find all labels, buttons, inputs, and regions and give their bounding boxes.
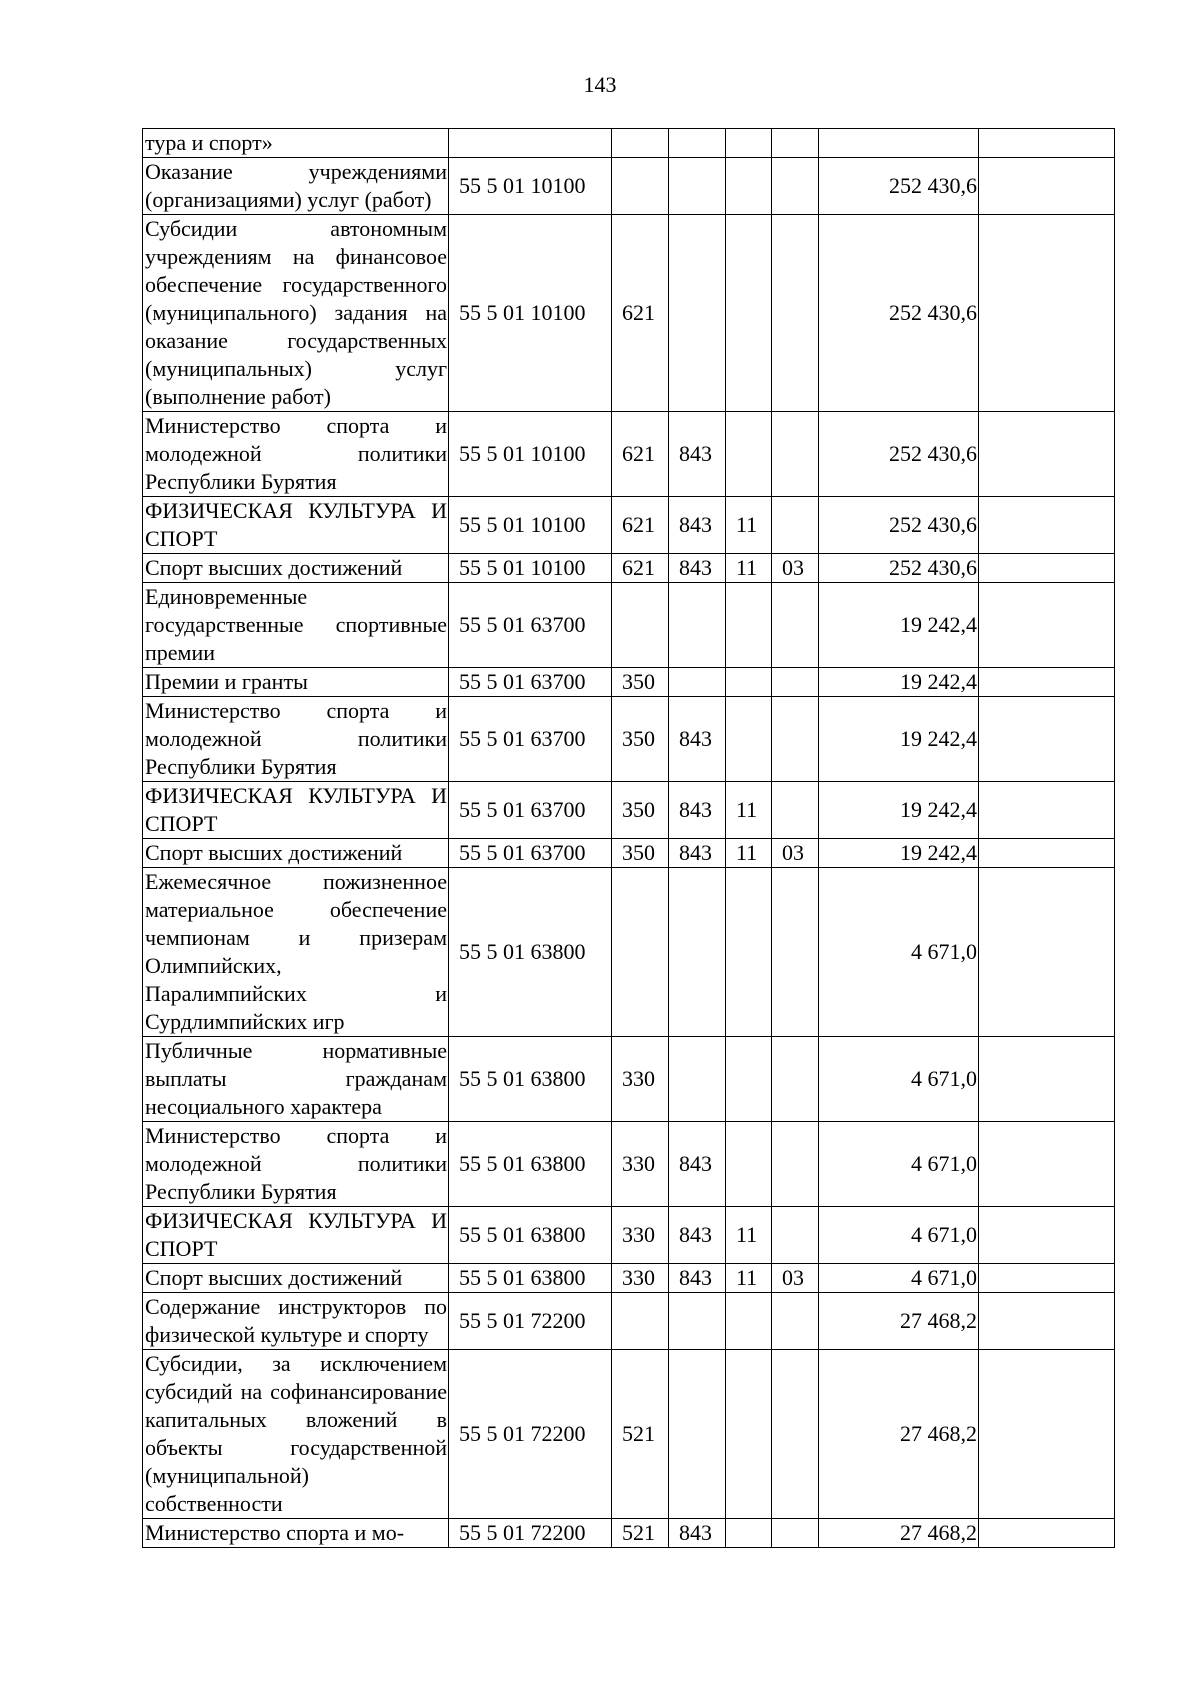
cell-target-article: 55 5 01 10100 [449,215,612,412]
cell-section [726,1519,772,1548]
cell-section [726,215,772,412]
cell-amount: 4 671,0 [819,868,979,1037]
cell-amount: 19 242,4 [819,697,979,782]
cell-section [726,1293,772,1350]
cell-subsection [772,158,819,215]
cell-description: Министерство спорта и молодежной политики Республики Бурятия [143,697,449,782]
cell-extra [979,1037,1115,1122]
cell-expense-type: 621 [612,497,669,554]
cell-extra [979,497,1115,554]
table-row [143,1519,1115,1548]
cell-extra [979,1293,1115,1350]
cell-subsection [772,1122,819,1207]
cell-section [726,1350,772,1519]
cell-ministry [669,668,726,697]
cell-target-article: 55 5 01 10100 [449,158,612,215]
cell-target-article: 55 5 01 63700 [449,839,612,868]
cell-description: Оказание учреждениями (организациями) услуг (работ) [143,158,449,215]
cell-amount: 27 468,2 [819,1293,979,1350]
cell-expense-type: 330 [612,1037,669,1122]
cell-description: Спорт высших достижений [143,839,449,868]
cell-expense-type: 330 [612,1207,669,1264]
cell-ministry [669,215,726,412]
table-row [143,215,1115,412]
cell-target-article: 55 5 01 63700 [449,668,612,697]
cell-extra [979,1350,1115,1519]
cell-description: Министерство спорта и молодежной политики Республики Бурятия [143,412,449,497]
cell-description: Содержание инструкторов по физической культуре и спорту [143,1293,449,1350]
cell-subsection [772,412,819,497]
table-row [143,839,1115,868]
cell-subsection [772,215,819,412]
cell-section [726,158,772,215]
cell-target-article: 55 5 01 63700 [449,782,612,839]
cell-description: Спорт высших достижений [143,1264,449,1293]
cell-amount: 252 430,6 [819,412,979,497]
cell-description: Премии и гранты [143,668,449,697]
cell-section [726,412,772,497]
cell-extra [979,554,1115,583]
cell-target-article: 55 5 01 72200 [449,1519,612,1548]
cell-expense-type: 521 [612,1519,669,1548]
cell-amount: 27 468,2 [819,1519,979,1548]
cell-description: Министерство спорта и молодежной политики Республики Бурятия [143,1122,449,1207]
page-number: 143 [583,72,617,97]
cell-subsection: 03 [772,1264,819,1293]
table-body [143,129,1115,1548]
cell-target-article: 55 5 01 10100 [449,497,612,554]
cell-section [726,1122,772,1207]
cell-section: 11 [726,554,772,583]
cell-ministry: 843 [669,1264,726,1293]
cell-target-article: 55 5 01 63800 [449,868,612,1037]
table-row [143,1293,1115,1350]
cell-amount: 19 242,4 [819,668,979,697]
cell-description: тура и спорт» [143,129,449,158]
cell-ministry: 843 [669,1207,726,1264]
cell-subsection [772,782,819,839]
cell-amount: 252 430,6 [819,554,979,583]
cell-extra [979,868,1115,1037]
cell-amount: 19 242,4 [819,583,979,668]
cell-ministry: 843 [669,1519,726,1548]
cell-section: 11 [726,1264,772,1293]
cell-target-article: 55 5 01 10100 [449,554,612,583]
cell-amount: 252 430,6 [819,158,979,215]
cell-subsection [772,868,819,1037]
cell-description: Министерство спорта и мо- [143,1519,449,1548]
cell-extra [979,697,1115,782]
cell-section: 11 [726,497,772,554]
cell-section: 11 [726,1207,772,1264]
cell-extra [979,839,1115,868]
cell-expense-type: 521 [612,1350,669,1519]
cell-subsection [772,1293,819,1350]
cell-expense-type: 621 [612,412,669,497]
cell-description: Единовременные государственные спортивные премии [143,583,449,668]
cell-description: Публичные нормативные выплаты гражданам несоциального характера [143,1037,449,1122]
cell-expense-type [612,158,669,215]
cell-target-article: 55 5 01 63800 [449,1207,612,1264]
cell-amount [819,129,979,158]
cell-subsection [772,1207,819,1264]
cell-target-article: 55 5 01 72200 [449,1350,612,1519]
cell-description: Ежемесячное пожизненное материальное обеспечение чемпионам и призерам Олимпийских, Паралимпийских и Сурдлимпийских игр [143,868,449,1037]
cell-expense-type [612,1293,669,1350]
cell-description: ФИЗИЧЕСКАЯ КУЛЬТУРА И СПОРТ [143,1207,449,1264]
cell-extra [979,129,1115,158]
table-row [143,1264,1115,1293]
cell-ministry [669,868,726,1037]
cell-ministry: 843 [669,697,726,782]
cell-extra [979,1122,1115,1207]
table-row [143,1122,1115,1207]
cell-subsection [772,1519,819,1548]
table-row [143,583,1115,668]
cell-extra [979,583,1115,668]
cell-target-article: 55 5 01 10100 [449,412,612,497]
cell-ministry: 843 [669,839,726,868]
cell-section: 11 [726,782,772,839]
cell-amount: 252 430,6 [819,497,979,554]
cell-section [726,868,772,1037]
cell-target-article: 55 5 01 63800 [449,1264,612,1293]
cell-section: 11 [726,839,772,868]
cell-extra [979,215,1115,412]
cell-description: Спорт высших достижений [143,554,449,583]
cell-subsection: 03 [772,554,819,583]
cell-expense-type [612,868,669,1037]
cell-target-article: 55 5 01 72200 [449,1293,612,1350]
cell-subsection [772,668,819,697]
cell-section [726,1037,772,1122]
cell-extra [979,158,1115,215]
cell-ministry [669,1293,726,1350]
cell-expense-type: 350 [612,668,669,697]
cell-ministry: 843 [669,554,726,583]
cell-expense-type: 330 [612,1122,669,1207]
cell-description: Субсидии автономным учреждениям на финансовое обеспечение государственного (муниципального) задания на оказание государственных (муниципальных) услуг (выполнение работ) [143,215,449,412]
cell-target-article: 55 5 01 63700 [449,697,612,782]
cell-amount: 27 468,2 [819,1350,979,1519]
cell-amount: 4 671,0 [819,1207,979,1264]
cell-ministry: 843 [669,1122,726,1207]
cell-subsection [772,1350,819,1519]
cell-description: ФИЗИЧЕСКАЯ КУЛЬТУРА И СПОРТ [143,497,449,554]
cell-subsection [772,1037,819,1122]
table-row [143,1350,1115,1519]
cell-amount: 19 242,4 [819,839,979,868]
cell-subsection [772,583,819,668]
cell-amount: 19 242,4 [819,782,979,839]
cell-ministry: 843 [669,412,726,497]
cell-expense-type [612,583,669,668]
cell-expense-type: 350 [612,697,669,782]
cell-ministry [669,1350,726,1519]
table-row [143,868,1115,1037]
cell-expense-type: 621 [612,554,669,583]
cell-ministry [669,158,726,215]
cell-extra [979,1519,1115,1548]
cell-expense-type: 350 [612,782,669,839]
cell-extra [979,412,1115,497]
cell-extra [979,668,1115,697]
cell-subsection [772,697,819,782]
cell-extra [979,1264,1115,1293]
cell-ministry [669,129,726,158]
cell-section [726,583,772,668]
cell-amount: 4 671,0 [819,1122,979,1207]
cell-ministry: 843 [669,497,726,554]
table-row [143,554,1115,583]
cell-target-article [449,129,612,158]
cell-section [726,697,772,782]
table-row [143,158,1115,215]
cell-amount: 252 430,6 [819,215,979,412]
cell-description: ФИЗИЧЕСКАЯ КУЛЬТУРА И СПОРТ [143,782,449,839]
table-row [143,697,1115,782]
cell-expense-type: 330 [612,1264,669,1293]
table-row [143,412,1115,497]
budget-table [142,128,1115,1548]
table-row [143,782,1115,839]
table-row [143,668,1115,697]
cell-subsection [772,129,819,158]
cell-amount: 4 671,0 [819,1037,979,1122]
cell-target-article: 55 5 01 63800 [449,1037,612,1122]
cell-expense-type: 621 [612,215,669,412]
cell-expense-type: 350 [612,839,669,868]
table-row [143,1037,1115,1122]
cell-section [726,668,772,697]
cell-expense-type [612,129,669,158]
cell-ministry [669,1037,726,1122]
cell-target-article: 55 5 01 63800 [449,1122,612,1207]
cell-description: Субсидии, за исключением субсидий на софинансирование капитальных вложений в объекты государственной (муниципальной) собственности [143,1350,449,1519]
cell-section [726,129,772,158]
cell-subsection: 03 [772,839,819,868]
cell-subsection [772,497,819,554]
cell-extra [979,1207,1115,1264]
cell-extra [979,782,1115,839]
table-row [143,129,1115,158]
cell-ministry [669,583,726,668]
table-row [143,1207,1115,1264]
cell-amount: 4 671,0 [819,1264,979,1293]
cell-ministry: 843 [669,782,726,839]
cell-target-article: 55 5 01 63700 [449,583,612,668]
table-row [143,497,1115,554]
